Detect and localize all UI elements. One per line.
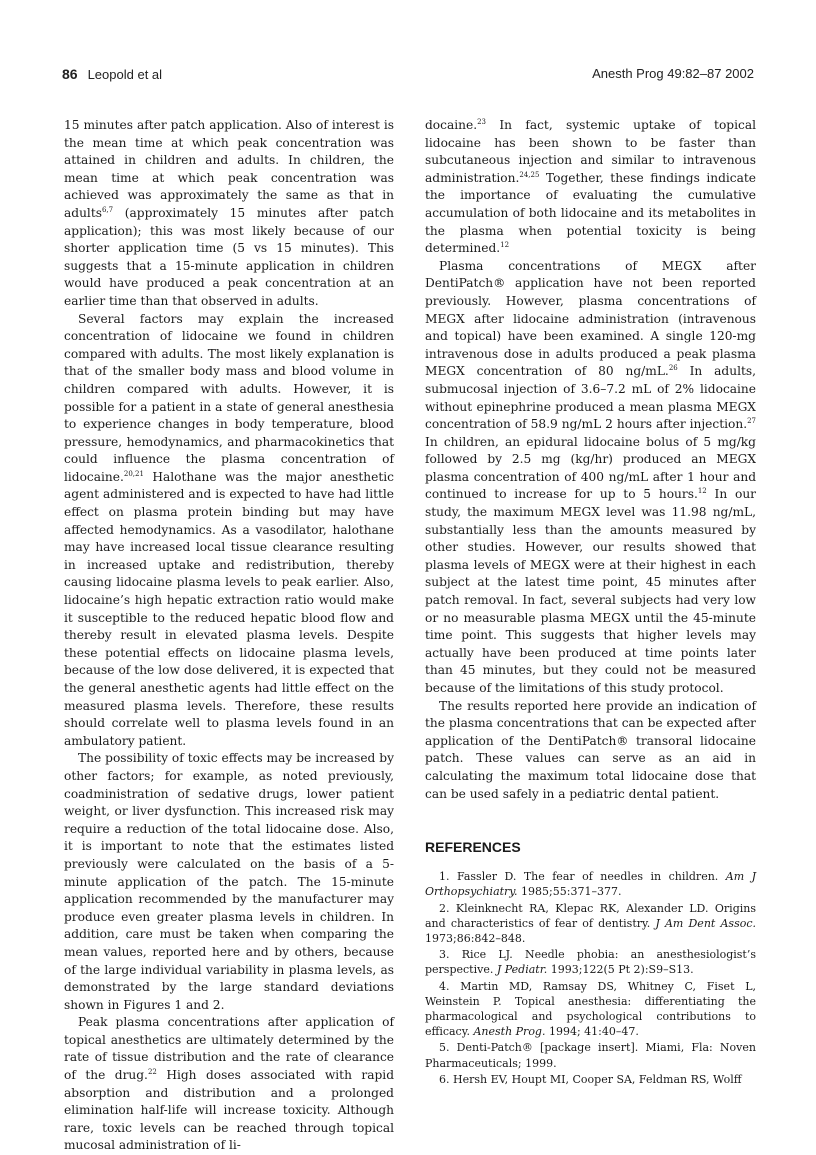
paragraph: The possibility of toxic effects may be increased by other factors; for example, as noted previously, coadministration of sedative drugs, lower patient weight, or liver dysfunction. This increased risk may require a reduction of the total lidocaine dose. Also, it is important to note that the estimates listed previously were calculated on the basis of a 5-minute application of the patch. The 15-minute application recommended by the manufacturer may produce even greater plasma levels in children. In addition, care must be taken when comparing the mean values, reported here and by others, because of the large individual variability in plasma levels, as demonstrated by the large standard deviations shown in Figures 1 and 2. <box>64 751 394 1012</box>
left-column <box>64 117 394 1155</box>
references-heading: REFERENCES <box>425 839 521 856</box>
journal-citation: Anesth Prog 49:82–87 2002 <box>592 66 754 81</box>
paragraph: The results reported here provide an indication of the plasma concentrations that can be expected after application of the DentiPatch® transoral lidocaine patch. These values can serve as an aid in calculating the maximum total lidocaine dose that can be used safely in a pediatric dental patient. <box>425 698 756 801</box>
paragraph: docaine.$^{23}$ In fact, systemic uptake of topical lidocaine has been shown to be faster than subcutaneous injection and similar to intravenous administration.$^{24,25}$ Together, these findings indicate the importance of evaluating the cumulative accumulation of both lidocaine and its metabolites in the plasma when potential toxicity is being determined.$^{12}$ <box>425 117 756 256</box>
running-authors: Leopold et al <box>87 67 163 82</box>
reference-item: 5. Denti-Patch® [package insert]. Miami, Fla: Noven Pharmaceuticals; 1999. <box>425 1041 756 1070</box>
reference-item: 6. Hersh EV, Houpt MI, Cooper SA, Feldman RS, Wolff <box>439 1072 742 1086</box>
reference-item: 2. Kleinknecht RA, Klepac RK, Alexander LD. Origins and characteristics of fear of dentistry. J Am Dent Assoc. 1973;86:842–848. <box>425 901 756 945</box>
reference-item: 3. Rice LJ. Needle phobia: an anesthesiologist’s perspective. J Pediatr. 1993;122(5 Pt 2):S9–S13. <box>425 948 756 977</box>
paragraph: 15 minutes after patch application. Also of interest is the mean time at which peak concentration was attained in children and adults. In children, the mean time at which peak concentration was achieved was approximately the same as that in adults$^{6,7}$ (approximately 15 minutes after patch application); this was most likely because of our shorter application time (5 vs 15 minutes). This suggests that a 15-minute application in children would have produced a peak concentration at an earlier time than that observed in adults. <box>64 118 394 308</box>
page-number: 86 <box>62 66 78 82</box>
paragraph: Peak plasma concentrations after application of topical anesthetics are ultimately determined by the rate of tissue distribution and the rate of clearance of the drug.$^{22}$ High doses associated with rapid absorption and distribution and a prolonged elimination half-life will increase toxicity. Although rare, toxic levels can be reached through topical mucosal administration of li- <box>64 1015 394 1153</box>
reference-item: 4. Martin MD, Ramsay DS, Whitney C, Fiset L, Weinstein P. Topical anesthesia: differentiating the pharmacological and psychological contributions to efficacy. Anesth Prog. 1994; 41:40–47. <box>425 979 756 1039</box>
running-header <box>62 66 754 86</box>
paragraph: Several factors may explain the increased concentration of lidocaine we found in children compared with adults. The most likely explanation is that of the smaller body mass and blood volume in children compared with adults. However, it is possible for a patient in a state of general anesthesia to experience changes in body temperature, blood pressure, hemodynamics, and pharmacokinetics that could influence the plasma concentration of lidocaine.$^{20,21}$ Halothane was the major anesthetic agent administered and is expected to have had little effect on plasma protein binding but may have affected hemodynamics. As a vasodilator, halothane may have increased local tissue clearance resulting in increased uptake and redistribution, thereby causing lidocaine plasma levels to peak earlier. Also, lidocaine’s high hepatic extraction ratio would make it susceptible to the reduced hepatic blood flow and thereby result in elevated plasma levels. Despite these potential effects on lidocaine plasma levels, because of the low dose delivered, it is expected that the general anesthetic agents had little effect on the measured plasma levels. Therefore, these results should correlate well to plasma levels found in an ambulatory patient. <box>64 311 394 748</box>
paragraph: Plasma concentrations of MEGX after DentiPatch® application have not been reported previously. However, plasma concentrations of MEGX after lidocaine administration (intravenous and topical) have been examined. A single 120-mg intravenous dose in adults produced a peak plasma MEGX concentration of 80 ng/mL.$^{26}$ In adults, submucosal injection of 3.6–7.2 mL of 2% lidocaine without epinephrine produced a mean plasma MEGX concentration of 58.9 ng/mL 2 hours after injection.$^{27}$ In children, an epidural lidocaine bolus of 5 mg/kg followed by 2.5 mg (kg/hr) produced an MEGX plasma concentration of 400 ng/mL after 1 hour and continued to increase for up to 5 hours.$^{12}$ In our study, the maximum MEGX level was 11.98 ng/mL, substantially less than the amounts measured by other studies. However, our results showed that plasma levels of MEGX were at their highest in each subject at the latest time point, 45 minutes after patch removal. In fact, several subjects had very low or no measurable plasma MEGX until the 45-minute time point. This suggests that higher levels may actually have been produced at time points later than 45 minutes, but they could not be measured because of the limitations of this study protocol. <box>425 258 756 695</box>
reference-item: 1. Fassler D. The fear of needles in children. Am J Orthopsychiatry. 1985;55:371–377. <box>425 870 756 899</box>
right-column <box>425 117 756 1088</box>
references-list <box>425 869 756 1087</box>
